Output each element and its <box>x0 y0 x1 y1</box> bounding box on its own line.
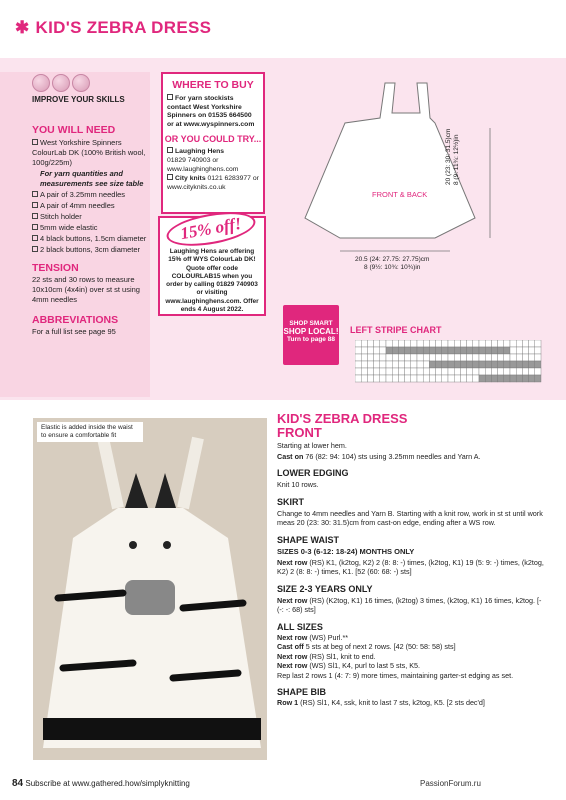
chart-cell <box>498 340 504 347</box>
chart-cell <box>473 361 479 368</box>
chart-cell <box>516 340 522 347</box>
chart-cell <box>361 361 367 368</box>
chart-cell <box>535 354 541 361</box>
chart-cell <box>355 375 361 382</box>
shop-city-knits: City knits 0121 6283977 or www.cityknits.co.uk <box>167 175 259 191</box>
chart-cell <box>411 347 417 354</box>
where-to-buy-box <box>161 72 265 214</box>
chart-cell <box>423 354 429 361</box>
chart-cell <box>436 340 442 347</box>
list-item: 4 black buttons, 1.5cm diameter <box>32 234 157 244</box>
lower-edging-text: Knit 10 rows. <box>277 480 319 489</box>
chart-cell <box>398 354 404 361</box>
stripe-chart-title: LEFT STRIPE CHART <box>350 325 442 335</box>
chart-cell <box>411 368 417 375</box>
list-item: For yarn quantities and measurements see size table <box>40 169 144 188</box>
chart-cell <box>504 375 510 382</box>
chart-cell <box>448 361 454 368</box>
chart-cell <box>522 340 528 347</box>
chart-cell <box>535 340 541 347</box>
chart-cell <box>398 368 404 375</box>
chart-cell <box>454 340 460 347</box>
diagram-label: FRONT & BACK <box>372 190 428 199</box>
shop-laughing-hens: Laughing Hens 01829 740903 or www.laughinghens.com <box>167 148 239 173</box>
cast-on-text: Cast on 76 (82: 94: 104) sts using 3.25mm needles and Yarn A. <box>277 451 481 461</box>
chart-cell <box>398 361 404 368</box>
list-item: A pair of 4mm needles <box>32 201 157 211</box>
chart-cell <box>442 340 448 347</box>
chart-cell <box>429 375 435 382</box>
chart-cell <box>429 368 435 375</box>
chart-cell <box>522 354 528 361</box>
chart-cell <box>423 368 429 375</box>
chart-cell <box>510 368 516 375</box>
chart-cell <box>516 354 522 361</box>
chart-cell <box>460 354 466 361</box>
waist-row: Next row (RS) K1, (k2tog, K2) 2 (8: 8: -) times, (k2tog, K1) 19 (5: 9: -) times, (k2tog, K2) 2 (8: 8: -) times, K1. [52 (60: 68: -) sts] <box>277 557 544 576</box>
chart-cell <box>386 354 392 361</box>
chart-cell <box>498 347 504 354</box>
list-item: 2 black buttons, 3cm diameter <box>32 245 157 255</box>
chart-cell <box>529 368 535 375</box>
pattern-subtitle: FRONT <box>277 425 322 440</box>
chart-cell <box>510 361 516 368</box>
chart-cell <box>467 361 473 368</box>
chart-cell <box>510 340 516 347</box>
footer <box>12 778 190 789</box>
chart-cell <box>417 347 423 354</box>
chart-cell <box>355 368 361 375</box>
chart-cell <box>436 361 442 368</box>
chart-cell <box>522 361 528 368</box>
chart-cell <box>473 375 479 382</box>
chart-cell <box>516 368 522 375</box>
list-item: 5mm wide elastic <box>32 223 157 233</box>
abbreviations-heading: ABBREVIATIONS <box>32 314 119 326</box>
all-row-4: Next row (WS) Sl1, K4, purl to last 5 sts, K5. <box>277 661 421 670</box>
chart-cell <box>454 361 460 368</box>
chart-cell <box>460 340 466 347</box>
chart-cell <box>522 375 528 382</box>
start-text: Starting at lower hem. <box>277 441 347 450</box>
chart-cell <box>467 368 473 375</box>
chart-cell <box>361 368 367 375</box>
chart-cell <box>529 361 535 368</box>
chart-cell <box>374 375 380 382</box>
chart-cell <box>442 354 448 361</box>
chart-cell <box>405 368 411 375</box>
lower-edging-heading: LOWER EDGING <box>277 468 349 478</box>
chart-cell <box>442 375 448 382</box>
chart-cell <box>510 375 516 382</box>
chart-cell <box>423 375 429 382</box>
skill-level-icon <box>32 74 92 97</box>
chart-cell <box>355 347 361 354</box>
chart-cell <box>374 340 380 347</box>
chart-cell <box>448 368 454 375</box>
chart-cell <box>529 347 535 354</box>
watermark: PassionForum.ru <box>420 779 481 788</box>
chart-cell <box>386 361 392 368</box>
chart-cell <box>485 368 491 375</box>
subscribe-link[interactable]: Subscribe at www.gathered.how/simplyknitting <box>25 779 190 788</box>
chart-cell <box>392 375 398 382</box>
chart-cell <box>535 375 541 382</box>
chart-cell <box>355 354 361 361</box>
chart-cell <box>467 354 473 361</box>
chart-cell <box>405 375 411 382</box>
chart-cell <box>516 361 522 368</box>
chart-cell <box>535 347 541 354</box>
chart-cell <box>454 368 460 375</box>
chart-cell <box>498 368 504 375</box>
chart-cell <box>429 354 435 361</box>
chart-cell <box>504 340 510 347</box>
where-to-buy-heading: WHERE TO BUY <box>172 79 254 91</box>
chart-cell <box>491 354 497 361</box>
chart-cell <box>392 368 398 375</box>
chart-cell <box>411 375 417 382</box>
chart-cell <box>392 354 398 361</box>
pattern-title: KID'S ZEBRA DRESS <box>277 411 408 426</box>
chart-cell <box>460 368 466 375</box>
sizes-heading: SIZES 0-3 (6-12: 18-24) MONTHS ONLY <box>277 546 415 556</box>
chart-cell <box>367 368 373 375</box>
chart-cell <box>529 354 535 361</box>
chart-cell <box>386 340 392 347</box>
chart-cell <box>355 361 361 368</box>
tension-heading: TENSION <box>32 262 79 274</box>
chart-cell <box>411 340 417 347</box>
chart-cell <box>380 347 386 354</box>
chart-cell <box>479 354 485 361</box>
chart-cell <box>460 347 466 354</box>
chart-cell <box>367 375 373 382</box>
chart-cell <box>516 347 522 354</box>
list-item: Stitch holder <box>32 212 157 222</box>
chart-cell <box>380 375 386 382</box>
chart-cell <box>491 340 497 347</box>
chart-cell <box>535 368 541 375</box>
chart-cell <box>498 354 504 361</box>
chart-cell <box>361 354 367 361</box>
chart-cell <box>367 354 373 361</box>
skills-label: IMPROVE YOUR SKILLS <box>32 95 125 104</box>
offer-tag: 15% off! <box>164 206 258 251</box>
page-number: 84 <box>12 778 24 789</box>
chart-cell <box>485 347 491 354</box>
chart-cell <box>516 375 522 382</box>
chart-cell <box>405 361 411 368</box>
skirt-heading: SKIRT <box>277 496 304 507</box>
chart-cell <box>448 375 454 382</box>
chart-cell <box>436 375 442 382</box>
chart-cell <box>504 361 510 368</box>
chart-cell <box>473 368 479 375</box>
chart-cell <box>398 347 404 354</box>
chart-cell <box>367 361 373 368</box>
chart-cell <box>498 361 504 368</box>
stripe-chart <box>355 340 545 385</box>
chart-cell <box>522 368 528 375</box>
chart-cell <box>374 354 380 361</box>
offer-text: Laughing Hens are offering 15% off WYS ColourLab DK! Quote offer code COLOURLAB15 when you order by calling 01829 740903 or visiting www.laughinghens.com. Offer ends 4 August 2022. <box>165 248 259 314</box>
chart-cell <box>460 375 466 382</box>
chart-cell <box>423 340 429 347</box>
chart-cell <box>436 347 442 354</box>
chart-cell <box>423 361 429 368</box>
chart-cell <box>374 368 380 375</box>
chart-cell <box>448 340 454 347</box>
chart-cell <box>473 340 479 347</box>
chart-cell <box>367 340 373 347</box>
chart-cell <box>448 347 454 354</box>
chart-cell <box>467 347 473 354</box>
chart-cell <box>442 361 448 368</box>
chart-cell <box>405 347 411 354</box>
chart-cell <box>392 340 398 347</box>
chart-cell <box>479 361 485 368</box>
all-row-1: Next row (WS) Purl.** <box>277 632 349 642</box>
chart-cell <box>473 347 479 354</box>
chart-cell <box>467 375 473 382</box>
chart-cell <box>429 340 435 347</box>
chart-cell <box>479 375 485 382</box>
chart-cell <box>504 347 510 354</box>
all-sizes-heading: ALL SIZES <box>277 621 323 632</box>
chart-cell <box>479 340 485 347</box>
chart-cell <box>417 340 423 347</box>
chart-cell <box>380 368 386 375</box>
shape-bib-heading: SHAPE BIB <box>277 687 327 697</box>
chart-cell <box>374 361 380 368</box>
chart-cell <box>386 375 392 382</box>
page-title <box>15 18 211 38</box>
width-measure: 20.5 (24: 27.75: 27.75)cm 8 (9½: 10¾: 10¾)in <box>355 256 430 271</box>
chart-cell <box>355 340 361 347</box>
chart-cell <box>491 361 497 368</box>
photo-caption: Elastic is added inside the waist to ensure a comfortable fit <box>37 422 143 442</box>
chart-cell <box>448 354 454 361</box>
chart-cell <box>454 375 460 382</box>
chart-cell <box>479 347 485 354</box>
shape-waist-heading: SHAPE WAIST <box>277 534 340 545</box>
chart-cell <box>380 340 386 347</box>
chart-cell <box>442 368 448 375</box>
chart-cell <box>380 354 386 361</box>
all-row-2: Cast off 5 sts at beg of next 2 rows. [42 (50: 58: 58) sts] <box>277 642 456 651</box>
skirt-text: Change to 4mm needles and Yarn B. Starting with a knit row, work in st st until work meas 20 (23: 30: 31.5)cm from cast-on edge, ending after a WS row. <box>277 508 543 527</box>
chart-cell <box>460 361 466 368</box>
size-23-heading: SIZE 2-3 YEARS ONLY <box>277 583 373 594</box>
chart-cell <box>429 361 435 368</box>
bib-row: Row 1 (RS) Sl1, K4, ssk, knit to last 7 sts, k2tog, K5. [2 sts dec'd] <box>277 698 485 707</box>
list-item: West Yorkshire Spinners ColourLab DK (100% British wool, 100g/225m) <box>32 138 146 167</box>
chart-cell <box>504 354 510 361</box>
chart-cell <box>436 354 442 361</box>
all-row-3: Next row (RS) Sl1, knit to end. <box>277 651 376 661</box>
dress-photo <box>33 418 267 760</box>
chart-cell <box>361 347 367 354</box>
chart-cell <box>386 368 392 375</box>
chart-cell <box>429 347 435 354</box>
chart-cell <box>491 375 497 382</box>
chart-cell <box>485 340 491 347</box>
chart-cell <box>374 347 380 354</box>
chart-cell <box>510 347 516 354</box>
chart-cell <box>386 347 392 354</box>
chart-cell <box>485 361 491 368</box>
shop-local-badge[interactable]: SHOP SMART SHOP LOCAL! Turn to page 88 <box>283 305 339 365</box>
try-heading: OR YOU COULD TRY... <box>164 134 262 145</box>
chart-cell <box>454 347 460 354</box>
chart-cell <box>361 375 367 382</box>
asterisk-icon: ✱ <box>15 18 30 37</box>
chart-cell <box>485 354 491 361</box>
chart-cell <box>392 361 398 368</box>
you-will-need-heading: YOU WILL NEED <box>32 124 116 136</box>
list-item: A pair of 3.25mm needles <box>32 190 157 200</box>
chart-cell <box>491 368 497 375</box>
zebra-dress-image <box>33 418 267 760</box>
chart-cell <box>392 347 398 354</box>
chart-cell <box>510 354 516 361</box>
chart-cell <box>367 347 373 354</box>
chart-cell <box>411 361 417 368</box>
chart-cell <box>529 340 535 347</box>
chart-cell <box>405 354 411 361</box>
chart-cell <box>473 354 479 361</box>
chart-cell <box>535 361 541 368</box>
all-row-5: Rep last 2 rows 1 (4: 7: 9) more times, maintaining garter-st edging as set. <box>277 670 514 680</box>
where-text: For yarn stockists contact West Yorkshire Spinners on 01535 664500 or at www.wyspinners.com <box>167 95 255 128</box>
chart-cell <box>467 340 473 347</box>
chart-cell <box>417 375 423 382</box>
chart-cell <box>442 347 448 354</box>
chart-cell <box>498 375 504 382</box>
pattern-instructions <box>277 412 547 708</box>
chart-cell <box>417 368 423 375</box>
chart-cell <box>529 375 535 382</box>
chart-cell <box>398 340 404 347</box>
chart-cell <box>361 340 367 347</box>
size-23-row: Next row (RS) (K2tog, K1) 16 times, (k2tog) 3 times, (k2tog, K1) 16 times, k2tog. [- (-: -: 68) sts] <box>277 595 542 614</box>
chart-cell <box>485 375 491 382</box>
chart-cell <box>491 347 497 354</box>
title-text: KID'S ZEBRA DRESS <box>35 18 212 37</box>
chart-cell <box>504 368 510 375</box>
abbreviations-text: For a full list see page 95 <box>32 327 116 336</box>
chart-cell <box>380 361 386 368</box>
materials-list <box>32 138 157 256</box>
chart-cell <box>398 375 404 382</box>
chart-cell <box>479 368 485 375</box>
height-measure: 20 (23: 30: 31.5)cm 8 (9: 11¾: 12½)in <box>445 128 460 185</box>
chart-cell <box>417 361 423 368</box>
chart-cell <box>436 368 442 375</box>
tension-text: 22 sts and 30 rows to measure 10x10cm (4x4in) over st st using 4mm needles <box>32 275 140 304</box>
chart-cell <box>405 340 411 347</box>
chart-cell <box>411 354 417 361</box>
chart-cell <box>522 347 528 354</box>
chart-cell <box>454 354 460 361</box>
chart-cell <box>423 347 429 354</box>
chart-cell <box>417 354 423 361</box>
